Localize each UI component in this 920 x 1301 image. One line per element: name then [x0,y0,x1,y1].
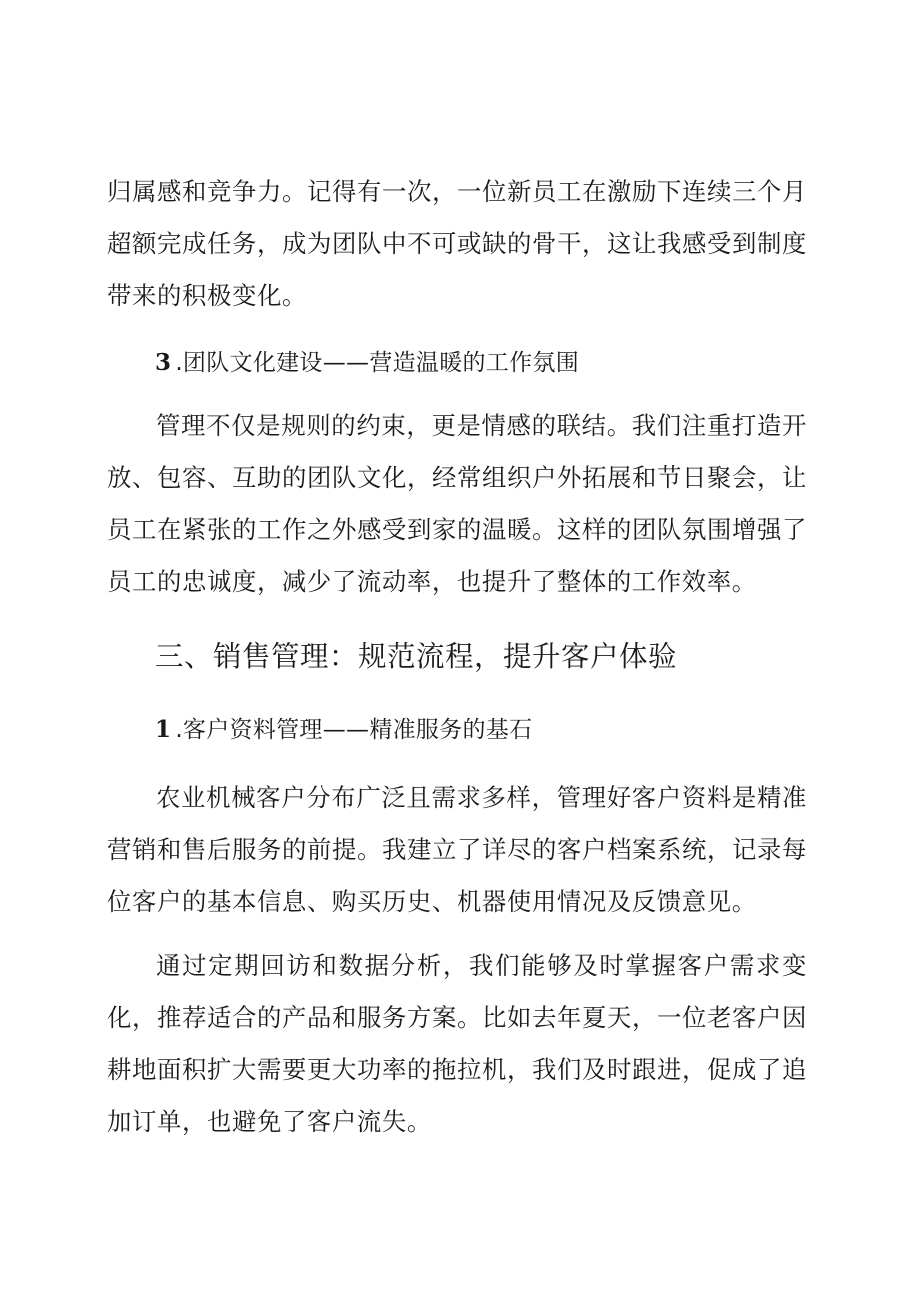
subheading-text: .客户资料管理——精准服务的基石 [175,717,533,743]
subheading-number: 1 [155,716,172,743]
subheading-team-culture [155,347,579,379]
paragraph-incentive-result: 归属感和竞争力。记得有一次，一位新员工在激励下连续三个月超额完成任务，成为团队中不可或缺的骨干，这让我感受到制度带来的积极变化。 [107,177,807,310]
section-title-sales-management: 三、销售管理：规范流程，提升客户体验 [155,640,678,673]
paragraph-customer-records: 农业机械客户分布广泛且需求多样，管理好客户资料是精准营销和售后服务的前提。我建立了详尽的客户档案系统，记录每位客户的基本信息、购买历史、机器使用情况及反馈意见。 [107,783,807,916]
subheading-number: 3 [155,349,172,376]
paragraph-team-culture: 管理不仅是规则的约束，更是情感的联结。我们注重打造开放、包容、互助的团队文化，经常组织户外拓展和节日聚会，让员工在紧张的工作之外感受到家的温暖。这样的团队氛围增强了员工的忠诚度，减少了流动率，也提升了整体的工作效率。 [107,411,807,596]
paragraph-follow-up-analysis: 通过定期回访和数据分析，我们能够及时掌握客户需求变化，推荐适合的产品和服务方案。比如去年夏天，一位老客户因耕地面积扩大需要更大功率的拖拉机，我们及时跟进，促成了追加订单，也避免了客户流失。 [107,951,807,1136]
subheading-customer-data [155,714,532,746]
subheading-text: .团队文化建设——营造温暖的工作氛围 [175,350,580,376]
